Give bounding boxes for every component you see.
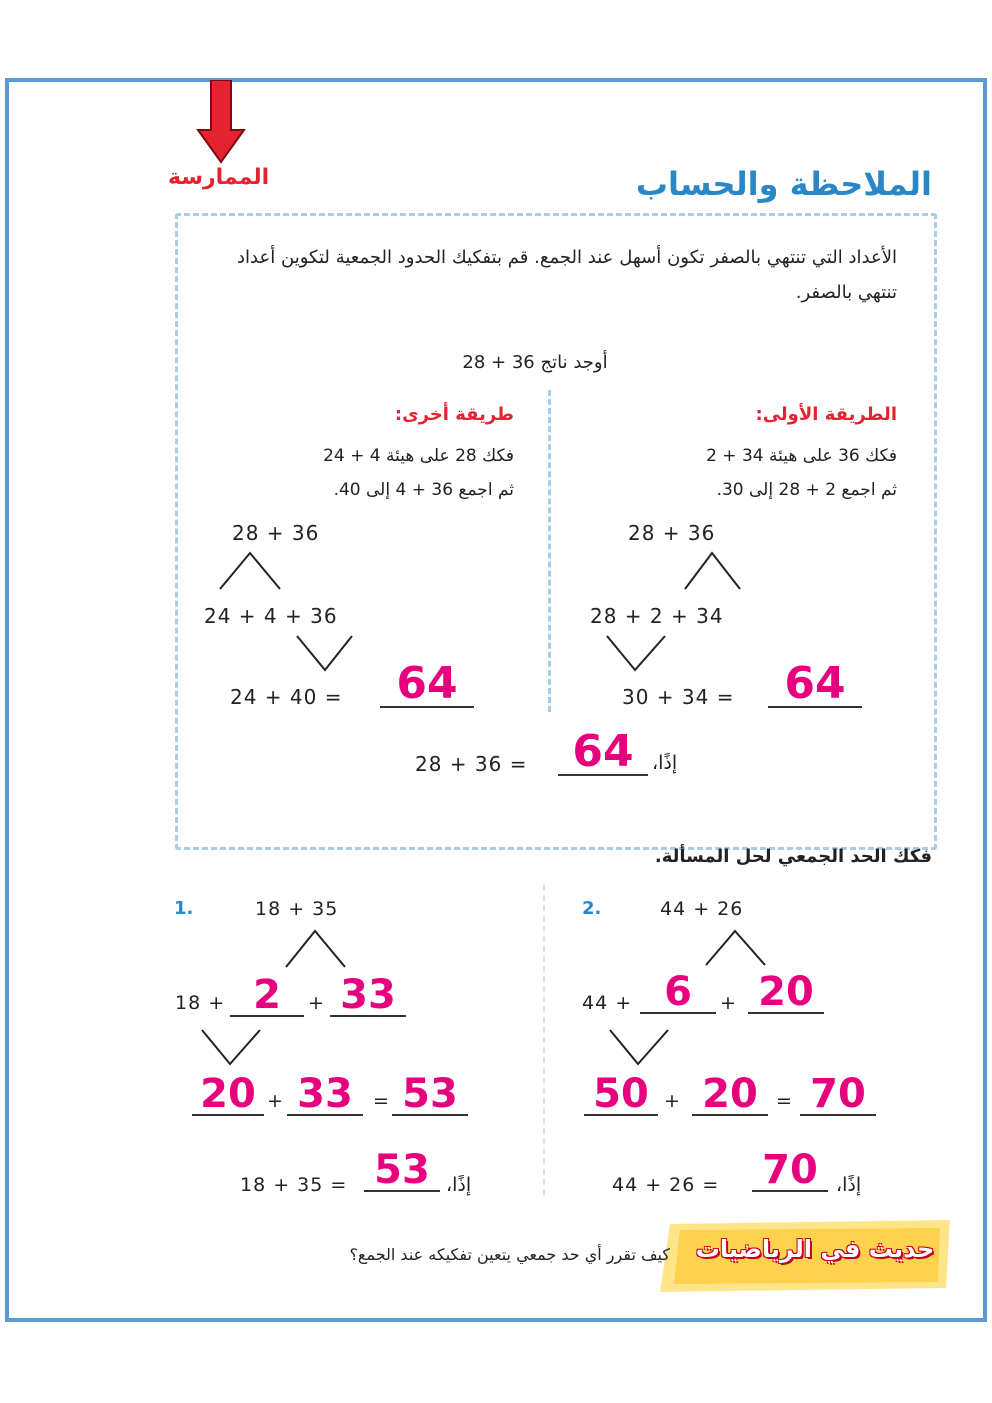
ex2-split-a: 6	[640, 972, 716, 1014]
ex2-problem: 44 + 26	[660, 898, 744, 920]
ex2-final-expr: 44 + 26 =	[612, 1174, 720, 1196]
down-arrow-icon	[196, 80, 246, 164]
ex1-split-b: 33	[330, 975, 406, 1017]
ex2-sum-b: 20	[692, 1074, 768, 1116]
method1-line1: فكك 36 على هيئة 34 + 2	[706, 446, 897, 466]
summary-expr: 28 + 36 =	[415, 752, 528, 776]
exercise-instruction: فكك الحد الجمعي لحل المسألة.	[654, 846, 932, 867]
ex1-sum-result: 53	[392, 1074, 468, 1116]
ex1-final-expr: 18 + 35 =	[240, 1174, 348, 1196]
method1-line2: ثم اجمع 2 + 28 إلى 30.	[716, 480, 897, 500]
intro-text: الأعداد التي تنتهي بالصفر تكون أسهل عند الجمع. قم بتفكيك الحدود الجمعية لتكوين أعداد تنتهي بالصفر.	[237, 247, 897, 303]
method1-bottom: 30 + 34 =	[622, 685, 735, 709]
ex1-sum-a: 20	[192, 1074, 264, 1116]
exercises-divider	[543, 885, 545, 1195]
method2-bottom: 24 + 40 =	[230, 685, 343, 709]
ex2-equals: =	[776, 1090, 793, 1112]
ex1-sum-plus: +	[267, 1090, 284, 1112]
find-prompt: أوجد ناتج 36 + 28	[462, 352, 608, 373]
method2-mid: 24 + 4 + 36	[204, 604, 338, 628]
method1-heading: الطريقة الأولى:	[755, 404, 897, 425]
method1-mid: 28 + 2 + 34	[590, 604, 724, 628]
ex1-sum-b: 33	[287, 1074, 363, 1116]
method2-line1: فكك 28 على هيئة 4 + 24	[323, 446, 514, 466]
ex1-split-prefix: 18 +	[175, 992, 226, 1014]
page-title: الملاحظة والحساب	[635, 165, 932, 203]
method2-heading: طريقة أخرى:	[394, 404, 514, 425]
ex2-number: 2.	[582, 898, 602, 919]
method2-top: 28 + 36	[232, 521, 320, 545]
ex1-number: 1.	[174, 898, 194, 919]
ex1-so: إذًا،	[446, 1174, 472, 1196]
ex2-sum-result: 70	[800, 1074, 876, 1116]
ex1-final-answer: 53	[364, 1150, 440, 1192]
math-talk-title: حديث في الرياضيات	[695, 1235, 935, 1263]
method1-answer: 64	[768, 662, 862, 708]
method2-line2: ثم اجمع 36 + 4 إلى 40.	[333, 480, 514, 500]
summary-so: إذًا،	[652, 752, 678, 774]
math-talk-question: كيف تقرر أي حد جمعي يتعين تفكيكه عند الجمع؟	[349, 1245, 670, 1264]
ex1-split-a: 2	[230, 975, 304, 1017]
methods-divider	[548, 390, 551, 712]
ex2-split-b: 20	[748, 972, 824, 1014]
summary-answer: 64	[558, 730, 648, 776]
practice-label: الممارسة	[168, 165, 270, 190]
ex2-sum-a: 50	[584, 1074, 658, 1116]
ex1-problem: 18 + 35	[255, 898, 339, 920]
ex2-split-prefix: 44 +	[582, 992, 633, 1014]
ex1-plus: +	[308, 992, 325, 1014]
ex2-so: إذًا،	[836, 1174, 862, 1196]
ex2-plus: +	[720, 992, 737, 1014]
ex1-equals: =	[373, 1090, 390, 1112]
method1-top: 28 + 36	[628, 521, 716, 545]
ex2-sum-plus: +	[664, 1090, 681, 1112]
method2-answer: 64	[380, 662, 474, 708]
ex2-final-answer: 70	[752, 1150, 828, 1192]
